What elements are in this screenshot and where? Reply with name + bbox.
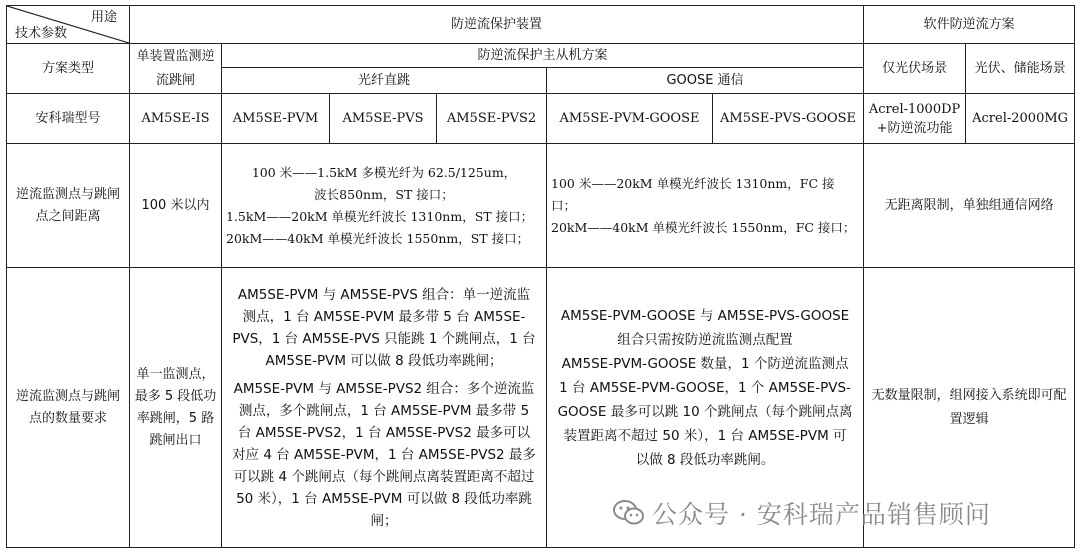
distance-fiber-3: 20kM——40kM 单模光纤波长 1550nm，ST 接口； xyxy=(226,230,530,246)
watermark-text: 公众号 · 安科瑞产品销售顾问 xyxy=(652,500,991,529)
model-pvs: AM5SE-PVS xyxy=(330,94,437,144)
quantity-fiber-1: AM5SE-PVM 与 AM5SE-PVS 组合：单一逆流监测点，1 台 AM5SE-PVM 最多带 5 台 AM5SE-PVS，1 台 AM5SE-PVS 只能跳 1 个跳闸点，1 台 AM5SE-PVM 可以做 8 段低功率跳闸； xyxy=(232,286,536,369)
model-pvs2: AM5SE-PVS2 xyxy=(437,94,547,144)
pv-only-header: 仅光伏场景 xyxy=(864,44,966,94)
model-acrel-1000dp xyxy=(864,94,966,144)
software-group-header: 软件防逆流方案 xyxy=(864,6,1075,44)
corner-param-label: 技术参数 xyxy=(15,26,68,41)
master-slave-header: 防逆流保护主从机方案 xyxy=(222,44,864,68)
quantity-fiber xyxy=(222,268,547,548)
quantity-goose-2: AM5SE-PVM-GOOSE 数量，1 个防逆流监测点 1 台 AM5SE-PVM-GOOSE，1 个 AM5SE-PVS-GOOSE 最多可以跳 10 个跳闸点（每个跳闸点离装置距离不超过 50 米），1 台 AM5SE-PVM 可以做 8 段低功率跳闸。 xyxy=(557,355,853,468)
watermark xyxy=(612,495,991,531)
model-label: 安科瑞型号 xyxy=(7,94,130,144)
model-pvm: AM5SE-PVM xyxy=(222,94,330,144)
pv-storage-header: 光伏、储能场景 xyxy=(966,44,1075,94)
model-pvm-goose: AM5SE-PVM-GOOSE xyxy=(547,94,713,144)
goose-header: GOOSE 通信 xyxy=(547,68,864,94)
quantity-single: 单一监测点，最多 5 段低功率跳闸，5 路跳闸出口 xyxy=(130,268,222,548)
fiber-header: 光纤直跳 xyxy=(222,68,547,94)
single-device-header: 单装置监测逆流跳闸 xyxy=(130,44,222,94)
distance-goose-1: 100 米——20kM 单模光纤波长 1310nm，FC 接口； xyxy=(551,175,835,213)
acrel-1000dp-line2: +防逆流功能 xyxy=(876,120,953,136)
model-is: AM5SE-IS xyxy=(130,94,222,144)
distance-single: 100 米以内 xyxy=(130,144,222,268)
header-corner-cell xyxy=(7,6,130,44)
acrel-1000dp-line1: Acrel-1000DP xyxy=(868,101,961,117)
distance-goose xyxy=(547,144,864,268)
corner-usage-label: 用途 xyxy=(90,10,117,25)
distance-software: 无距离限制，单独组通信网络 xyxy=(864,144,1075,268)
distance-fiber-1: 100 米——1.5kM 多模光纤为 62.5/125um，波长850nm，ST 接口； xyxy=(251,164,517,202)
model-pvs-goose: AM5SE-PVS-GOOSE xyxy=(713,94,864,144)
distance-label: 逆流监测点与跳闸点之间距离 xyxy=(7,144,130,268)
distance-fiber xyxy=(222,144,547,268)
distance-goose-2: 20kM——40kM 单模光纤波长 1550nm，FC 接口； xyxy=(551,219,856,235)
wechat-icon xyxy=(612,498,646,528)
quantity-software: 无数量限制，组网接入系统即可配置逻辑 xyxy=(864,268,1075,548)
device-group-header: 防逆流保护装置 xyxy=(130,6,864,44)
quantity-goose-1: AM5SE-PVM-GOOSE 与 AM5SE-PVS-GOOSE 组合只需按防逆流监测点配置 xyxy=(560,307,850,348)
model-acrel-2000mg: Acrel-2000MG xyxy=(966,94,1075,144)
comparison-table xyxy=(6,5,1075,548)
scheme-type-label: 方案类型 xyxy=(7,44,130,94)
quantity-label: 逆流监测点与跳闸点的数量要求 xyxy=(7,268,130,548)
distance-fiber-2: 1.5kM——20kM 单模光纤波长 1310nm，ST 接口； xyxy=(226,208,534,224)
quantity-fiber-2: AM5SE-PVM 与 AM5SE-PVS2 组合：多个逆流监测点，多个跳闸点，1 台 AM5SE-PVM 最多带 5 台 AM5SE-PVS2，1 台 AM5SE-PVS2 最多可以对应 4 台 AM5SE-PVM，1 台 AM5SE-PVS2 最多可以跳 4 个跳闸点（每个跳闸点离装置距离不超过 50 米），1 台 AM5SE-PVM 可以做 8 段低功率跳闸； xyxy=(232,380,536,529)
